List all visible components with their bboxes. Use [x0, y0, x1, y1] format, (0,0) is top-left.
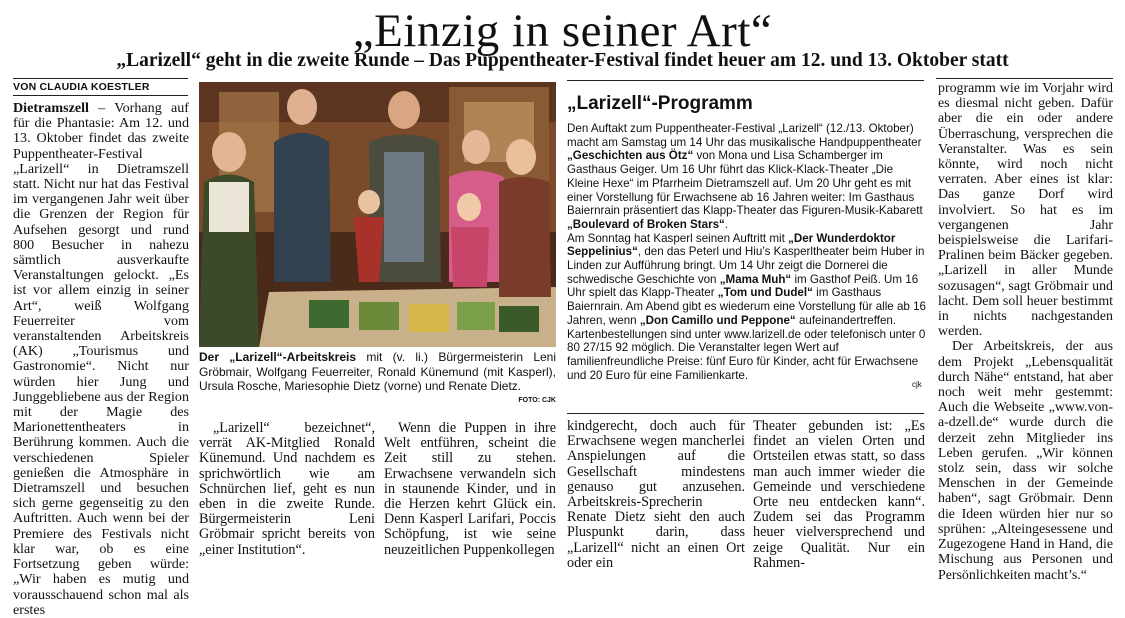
photo-credit: FOTO: CJK [518, 397, 556, 404]
photo-image [199, 82, 556, 347]
column-6-para-2: Der Arbeitskreis, der aus dem Projekt „Lebensqualität durch Nähe“ entstand, hat aber noch weit mehr gestemmt: Auch die Webseite „www.von-a-dzell.de“ wurde durch die derzeit zehn Mitglieder ins Leben gerufen. „Wir können stolz sein, dass wir solche Menschen in der Gemeinde haben“, sagt Gröbmair. Denn die Ideen würden hier nur so sprühen: „Alteingesessene und Zugezogene Hand in Hand, die Mischung aus Personen und Persönlichkeiten macht’s.“ [938, 339, 1113, 583]
article-column-6 [938, 81, 1113, 583]
column-5-text: Theater gebunden ist: „Es findet an vielen Orten und Ortsteilen etwas statt, so dass man auch immer wieder die Gemeinde und verschiedene Orte neu entdecken kann“. Zudem sei das Programm heuer vielversprechend und zeige Qualität. Nur ein Rahmen- [753, 418, 925, 571]
column-4-text: kindgerecht, doch auch für Erwachsene wegen mancherlei Anspielungen auf die Gesellschaft mindestens genauso gut anzusehen. Arbeitskreis-Sprecherin Renate Dietz sieht den auch Pluspunkt darin, dass „Larizell“ nicht an einen Ort oder ein [567, 418, 745, 571]
byline: VON CLAUDIA KOESTLER [13, 81, 150, 93]
column-1-text: – Vorhang auf für die Phantasie: Am 12. und 13. Oktober findet das zweite Puppentheater-Festival „Larizell“ in Dietramszell statt. Nicht nur hat das Festival im vergangenen Jahr weit über die Grenzen der Region für Aufsehen gesorgt und rund 800 Besucher in nahezu sämtlich ausverkaufte Veranstaltungen gelockt. „Es ist vor allem einzig in seiner Art“, weiß Wolfgang Feuerreiter vom veranstaltenden Arbeitskreis (AK) „Tourismus und Gastronomie“. Nicht nur würden hier Jung und Junggebliebene aus der Region mit der Magie des Marionettentheaters in Berührung kommen. Auch die verschiedenen Spieler genießen die Atmosphäre in Dietramszell und besuchen sich gerne gegenseitig zu den Auftritten. Auch wenn bei der Premiere des Festivals nicht klar war, ob es eine Fortsetzung geben würde: „Wir haben es mutig und vorausschauend schon mal als erstes [13, 100, 189, 618]
subheadline: „Larizell“ geht in die zweite Runde – Das Puppentheater-Festival findet heuer am 12. und 13. Oktober statt [116, 50, 1009, 71]
column-3-text: Wenn die Puppen in ihre Welt entführen, scheint die Zeit still zu stehen. Erwachsene verwandeln sich in staunende Kinder, und in die Herzen kehrt Glück ein. Denn Kasperl Larifari, Poccis Schöpfung, ist wie seine neuzeitlichen Puppenkollegen [384, 420, 556, 558]
program-signature: cjk [912, 380, 922, 389]
article-column-4 [567, 418, 745, 571]
dateline: Dietramszell [13, 100, 89, 116]
article-column-3 [384, 421, 556, 556]
article-column-1 [13, 100, 189, 618]
article-column-2 [199, 421, 375, 556]
column-6-para-1: programm wie im Vorjahr wird es diesmal nicht geben. Dafür aber die ein oder andere Überraschung, versprechen die Veranstalter. Was es sein könnte, wird noch nicht verraten. Aber eines ist klar: Das ganze Dorf wird involviert. So hat es im vergangenen Jahr beispielsweise die Larifari-Pralinen beim Bäcker gegeben. „Larizell in aller Munde sozusagen“, sagt Gröbmair und lacht. Dem soll heuer bestimmt in nichts nachgestanden werden. [938, 81, 1113, 340]
program-saturday: Den Auftakt zum Puppentheater-Festival „Larizell“ (12./13. Oktober) macht am Samstag um 14 Uhr das musikalische Handpuppentheater „Geschichten aus Ötz“ von Mona und Lisa Schamberger im Gasthaus Geiger. Um 16 Uhr führt das Klick-Klack-Theater „Die Kleine Hexe“ im Pfarrheim Dietramszell auf. Um 20 Uhr geht es mit einer Vorstellung für Erwachsene ab 16 Jahren weiter: Im Gasthaus Baiernrain präsentiert das Klapp-Theater das Figuren-Musik-Kabarett „Boulevard of Broken Stars“. [567, 122, 923, 231]
rule-top-left [13, 78, 188, 79]
article-column-5 [753, 418, 925, 571]
photo-arbeitskreis [199, 82, 556, 347]
program-text [567, 122, 927, 382]
program-sunday: Am Sonntag hat Kasperl seinen Auftritt mit „Der Wunderdoktor Seppelinius“, den das Peterl und Hiu’s Kasperltheater beim Huber in Linden zur Aufführung bringt. Um 14 Uhr zeigt die Dornerei die schwedische Geschichte von „Mama Muh“ im Gasthof Peiß. Um 16 Uhr spielt das Klapp-Theater „Tom und Dudel“ im Gasthaus Baiernrain. Am Abend gibt es wiederum eine Vorstellung für alle ab 16 Jahren, wenn „Don Camillo und Peppone“ aufeinandertreffen. Kartenbestellungen sind unter www.larizell.de oder telefonisch unter 0 80 27/15 92 möglich. Die Veranstalter legen Wert auf familienfreundliche Preise: fünf Euro für Kinder, acht für Erwachsene und 20 Euro für eine Familienkarte. [567, 231, 926, 382]
rule-top-program [567, 80, 924, 81]
rule-top-right [936, 78, 1113, 79]
rule-program-bottom [567, 413, 924, 414]
byline-rule [13, 95, 188, 96]
headline: „Einzig in seiner Art“ [352, 5, 773, 57]
photo-caption [199, 350, 556, 394]
program-title: „Larizell“-Programm [567, 93, 753, 114]
caption-lead: Der „Larizell“-Arbeitskreis [199, 350, 357, 364]
caption-text: mit (v. li.) Bürgermeisterin Leni Gröbmair, Wolfgang Feuerreiter, Ronald Künemund (mit Kasperl), Ursula Rosche, Mariesophie Dietz (vorne) und Renate Dietz. [199, 350, 557, 394]
column-2-text: „Larizell“ bezeichnet“, verrät AK-Mitglied Ronald Künemund. Und nachdem es sprichwörtlich wie am Schnürchen lief, geht es nun eben in die zweite Runde. Bürgermeisterin Leni Gröbmair spricht bereits von „einer Institution“. [199, 420, 375, 558]
